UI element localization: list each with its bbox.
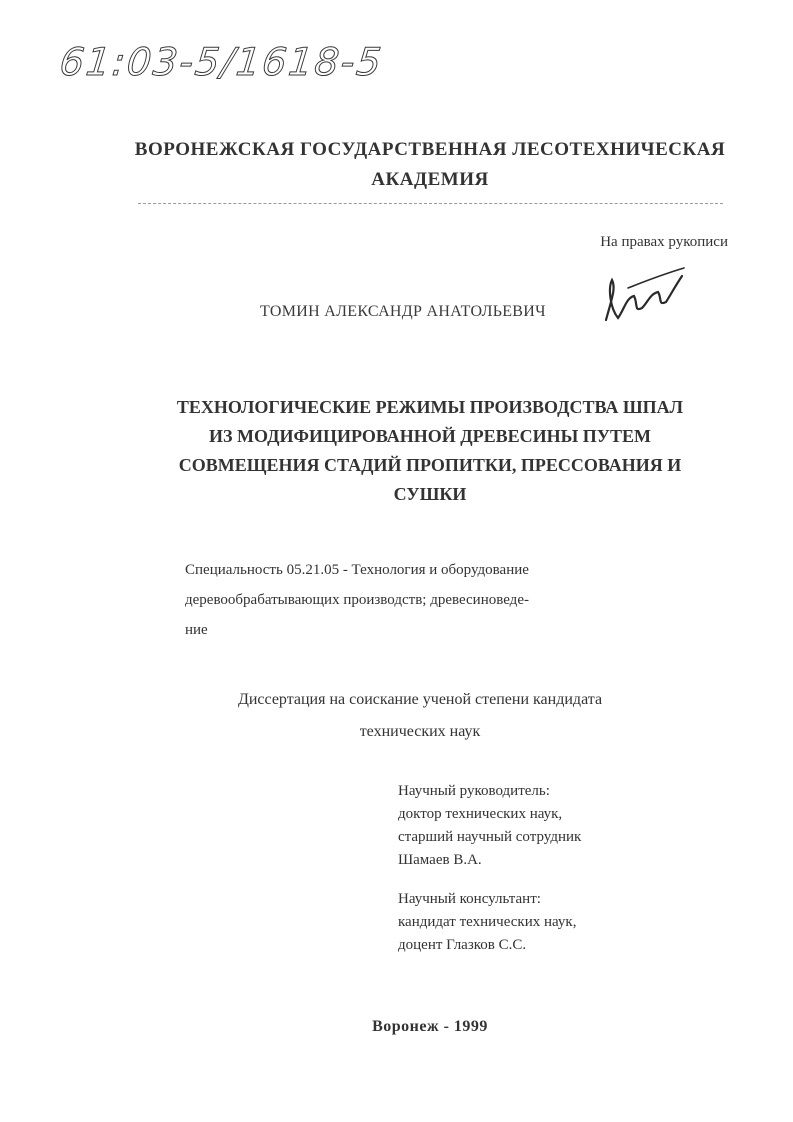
supervisor-name: Шамаев В.А. — [398, 852, 482, 868]
consultant-role: Научный консультант: — [398, 891, 541, 907]
author-name: ТОМИН АЛЕКСАНДР АНАТОЛЬЕВИЧ — [260, 303, 546, 320]
specialty-block — [185, 555, 675, 645]
specialty-line-3: ние — [185, 622, 208, 638]
title-line-2: ИЗ МОДИФИЦИРОВАННОЙ ДРЕВЕСИНЫ ПУТЕМ — [209, 426, 651, 446]
manuscript-note: На правах рукописи — [600, 234, 728, 250]
supervisor-degree: доктор технических наук, — [398, 806, 563, 822]
dissertation-line-2: технических наук — [359, 723, 481, 740]
title-line-1: ТЕХНОЛОГИЧЕСКИЕ РЕЖИМЫ ПРОИЗВОДСТВА ШПАЛ — [176, 397, 684, 417]
title-line-4: СУШКИ — [393, 484, 467, 504]
specialty-line-2: деревообрабатывающих производств; древесиноведе- — [185, 592, 529, 608]
consultant-block — [398, 888, 576, 957]
title-line-3: СОВМЕЩЕНИЯ СТАДИЙ ПРОПИТКИ, ПРЕССОВАНИЯ И — [178, 455, 682, 475]
dissertation-line-1: Диссертация на соискание ученой степени кандидата — [237, 691, 603, 708]
institution-line-2: АКАДЕМИЯ — [371, 169, 489, 190]
dissertation-degree — [160, 684, 680, 748]
dissertation-title — [120, 393, 740, 509]
institution-line-1: ВОРОНЕЖСКАЯ ГОСУДАРСТВЕННАЯ ЛЕСОТЕХНИЧЕСКАЯ — [134, 139, 726, 160]
signature-mark — [598, 258, 688, 338]
handwritten-registration-code: 61:03-5/1618-5 — [57, 40, 386, 84]
city-year: Воронеж - 1999 — [372, 1018, 488, 1035]
institution-name — [110, 135, 750, 195]
consultant-position-name: доцент Глазков С.С. — [398, 937, 527, 953]
supervisor-block — [398, 780, 581, 872]
header-divider — [138, 203, 723, 204]
specialty-line-1: Специальность 05.21.05 - Технология и оборудование — [185, 562, 529, 578]
supervisor-role: Научный руководитель: — [398, 783, 550, 799]
consultant-degree: кандидат технических наук, — [398, 914, 577, 930]
supervisor-position: старший научный сотрудник — [398, 829, 582, 845]
